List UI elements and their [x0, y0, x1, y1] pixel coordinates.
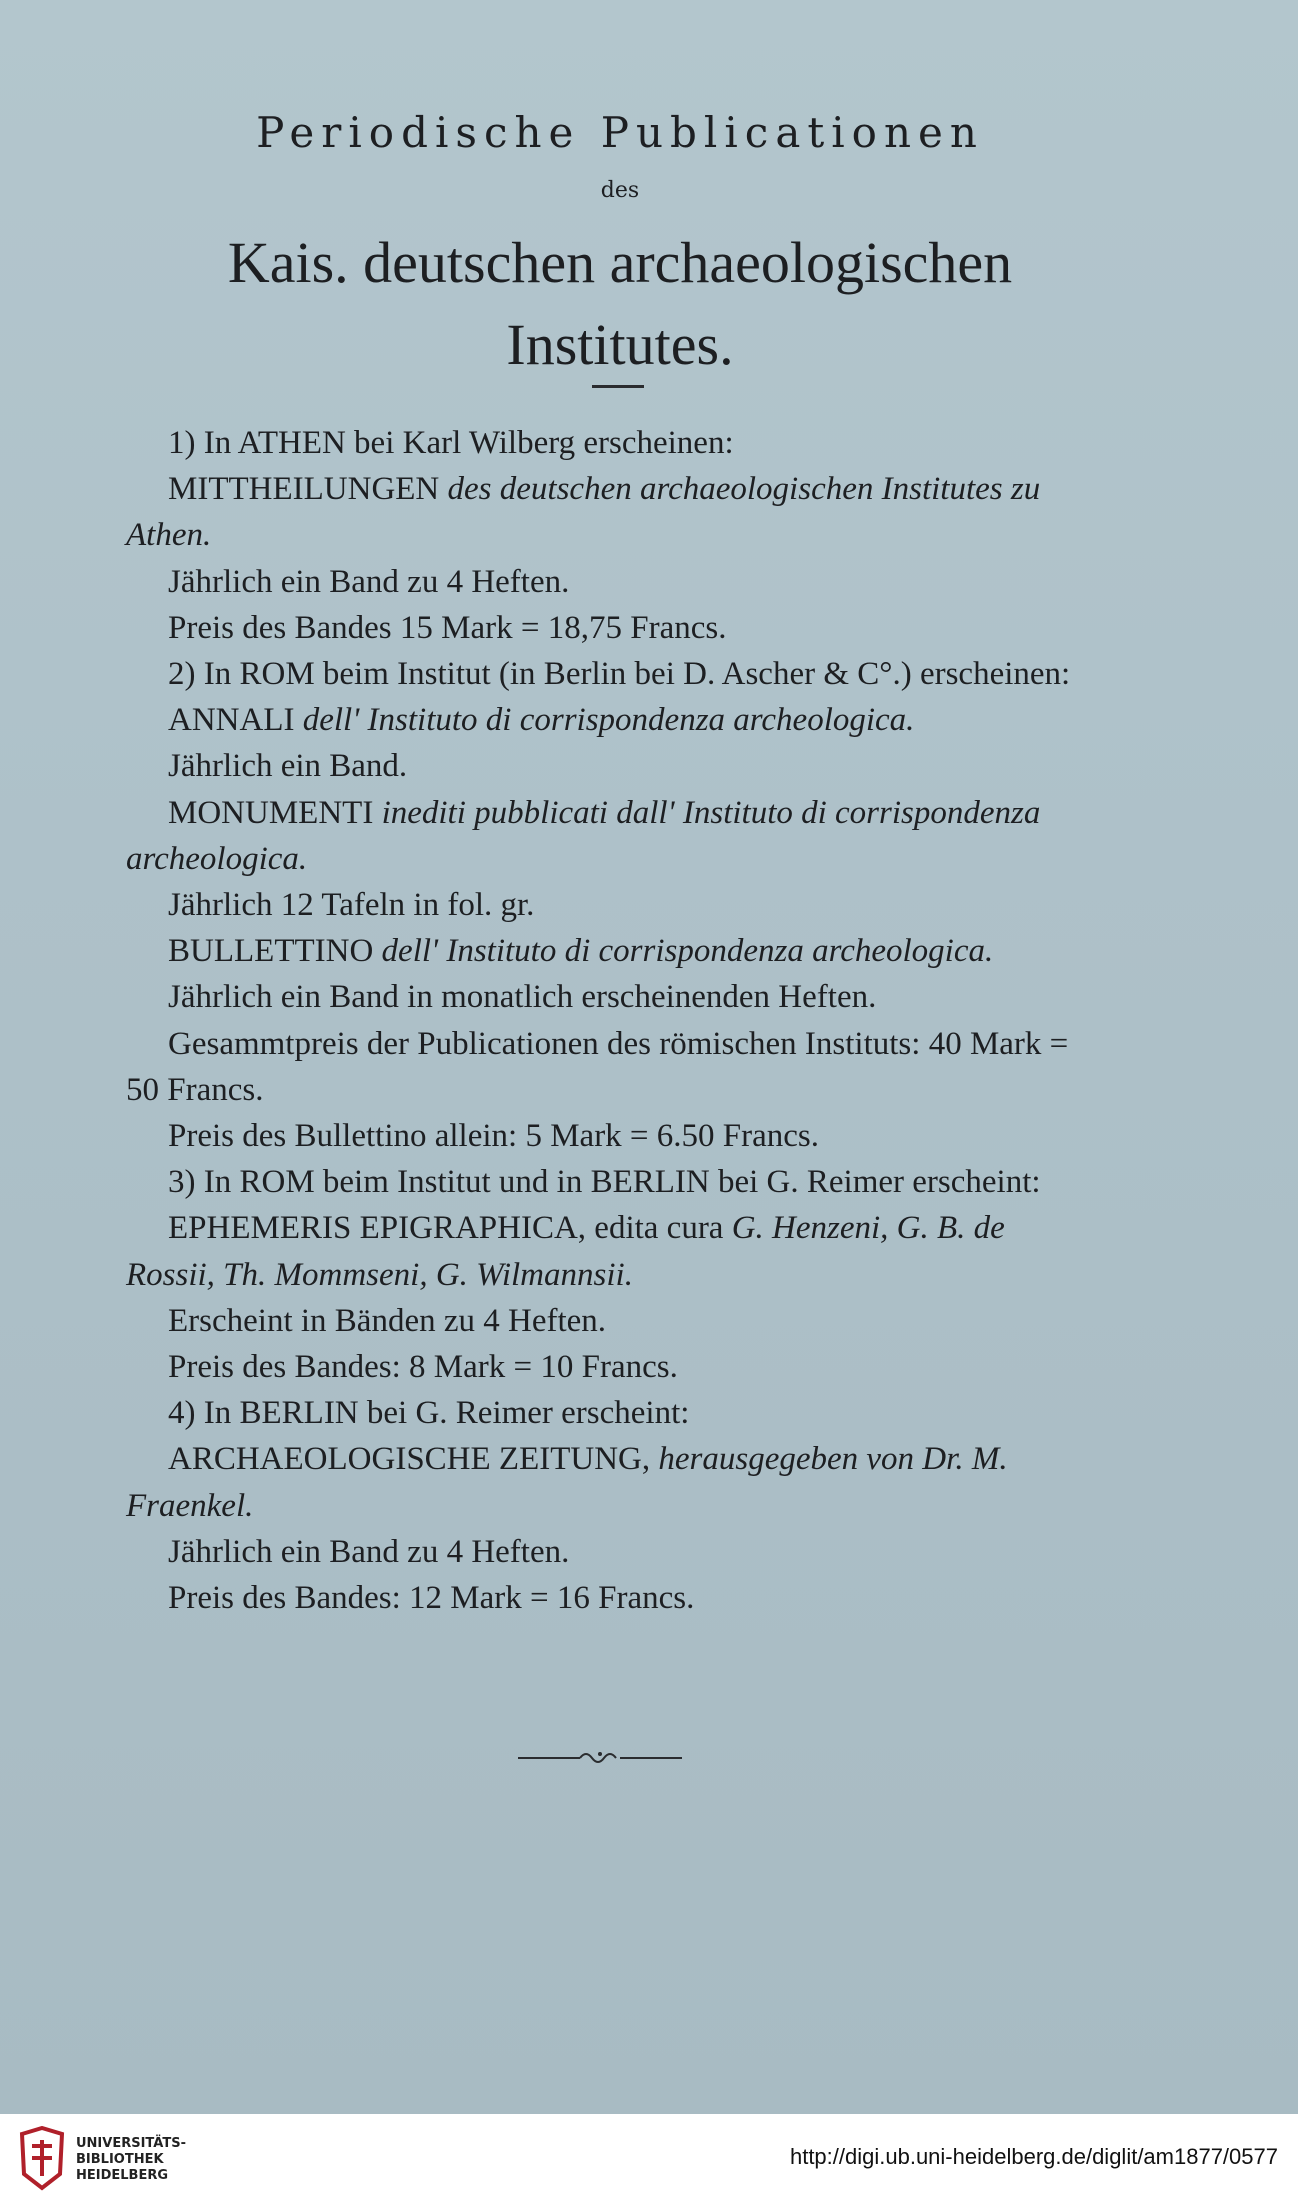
- paragraph: [126, 1344, 1101, 1390]
- paragraph: [126, 1575, 1101, 1621]
- library-line-2: BIBLIOTHEK: [76, 2152, 164, 2167]
- text-run: Preis des Bullettino allein: 5 Mark = 6.50 Francs.: [168, 1118, 820, 1155]
- italic-text: dell' Instituto di corrispondenza archeologica.: [302, 702, 915, 739]
- paragraph: [126, 1159, 1101, 1205]
- italic-text: inediti pubblicati dall' Instituto di corrispondenza archeologica.: [126, 794, 1041, 877]
- paragraph: [126, 651, 1101, 697]
- text-run: Jährlich ein Band zu 4 Heften.: [168, 563, 570, 600]
- italic-text: G. Henzeni, G. B. de Rossii, Th. Mommseni, G. Wilmannsii.: [126, 1210, 1005, 1293]
- paragraph: [126, 1113, 1101, 1159]
- title-divider: [592, 385, 644, 388]
- paragraph: [126, 1298, 1101, 1344]
- paragraph: [126, 466, 1101, 558]
- text-run: Preis des Bandes: 12 Mark = 16 Francs.: [168, 1580, 695, 1617]
- paragraph: [126, 790, 1101, 882]
- heidelberg-library-logo-icon: [12, 2126, 72, 2192]
- heading-periodische-publicationen: Periodische Publicationen: [256, 108, 984, 157]
- paragraph: [126, 743, 1101, 789]
- italic-text: dell' Instituto di corrispondenza archeologica.: [381, 933, 994, 970]
- end-ornament: [510, 1742, 690, 1772]
- text-run: ARCHAEOLOGISCHE ZEITUNG,: [168, 1441, 659, 1478]
- paragraph: [126, 974, 1101, 1020]
- text-run: Jährlich 12 Tafeln in fol. gr.: [168, 887, 535, 924]
- text-run: Jährlich ein Band in monatlich erscheinenden Heften.: [168, 979, 877, 1016]
- paragraph: [126, 420, 1101, 466]
- text-run: Preis des Bandes: 8 Mark = 10 Francs.: [168, 1349, 678, 1386]
- paragraph: [126, 1021, 1101, 1113]
- library-line-3: HEIDELBERG: [76, 2168, 169, 2183]
- italic-text: des deutschen archaeologischen Institutes zu Athen.: [126, 471, 1041, 554]
- permalink-url[interactable]: http://digi.ub.uni-heidelberg.de/diglit/am1877/0577: [789, 2144, 1278, 2169]
- paragraph: [126, 1436, 1101, 1528]
- paragraph: [126, 882, 1101, 928]
- text-run: Jährlich ein Band zu 4 Heften.: [168, 1533, 570, 1570]
- publication-list: [126, 420, 1101, 1621]
- text-run: 2) In ROM beim Institut (in Berlin bei D. Ascher & C°.) erscheinen:: [168, 656, 1071, 693]
- library-name: [76, 2136, 186, 2184]
- italic-text: herausgegeben von Dr. M. Fraenkel.: [126, 1441, 1008, 1524]
- paragraph: [126, 1390, 1101, 1436]
- paragraph: [126, 697, 1101, 743]
- text-run: MITTHEILUNGEN: [168, 471, 448, 508]
- text-run: MONUMENTI: [168, 794, 382, 831]
- text-run: ANNALI: [168, 702, 303, 739]
- heading-institute-name: [0, 222, 1240, 386]
- text-run: EPHEMERIS EPIGRAPHICA, edita cura: [168, 1210, 732, 1247]
- text-run: Gesammtpreis der Publicationen des römischen Instituts: 40 Mark = 50 Francs.: [126, 1025, 1069, 1108]
- text-run: 4) In BERLIN bei G. Reimer erscheint:: [168, 1395, 690, 1432]
- text-run: Jährlich ein Band.: [168, 748, 408, 785]
- paragraph: [126, 928, 1101, 974]
- paragraph: [126, 1529, 1101, 1575]
- text-run: BULLETTINO: [168, 933, 382, 970]
- heading-line-kais: Kais. deutschen archaeologischen: [227, 230, 1013, 295]
- text-run: Erscheint in Bänden zu 4 Heften.: [168, 1302, 607, 1339]
- viewer-footer: [0, 2114, 1298, 2205]
- text-run: 3) In ROM beim Institut und in BERLIN bei G. Reimer erscheint:: [168, 1164, 1041, 1201]
- text-run: Preis des Bandes 15 Mark = 18,75 Francs.: [168, 609, 727, 646]
- paragraph: [126, 605, 1101, 651]
- library-line-1: UNIVERSITÄTS-: [76, 2136, 186, 2151]
- paragraph: [126, 1205, 1101, 1297]
- text-run: 1) In ATHEN bei Karl Wilberg erscheinen:: [168, 425, 734, 461]
- paragraph: [126, 559, 1101, 605]
- heading-line-institutes: Institutes.: [506, 312, 734, 377]
- heading-des: des: [600, 178, 640, 203]
